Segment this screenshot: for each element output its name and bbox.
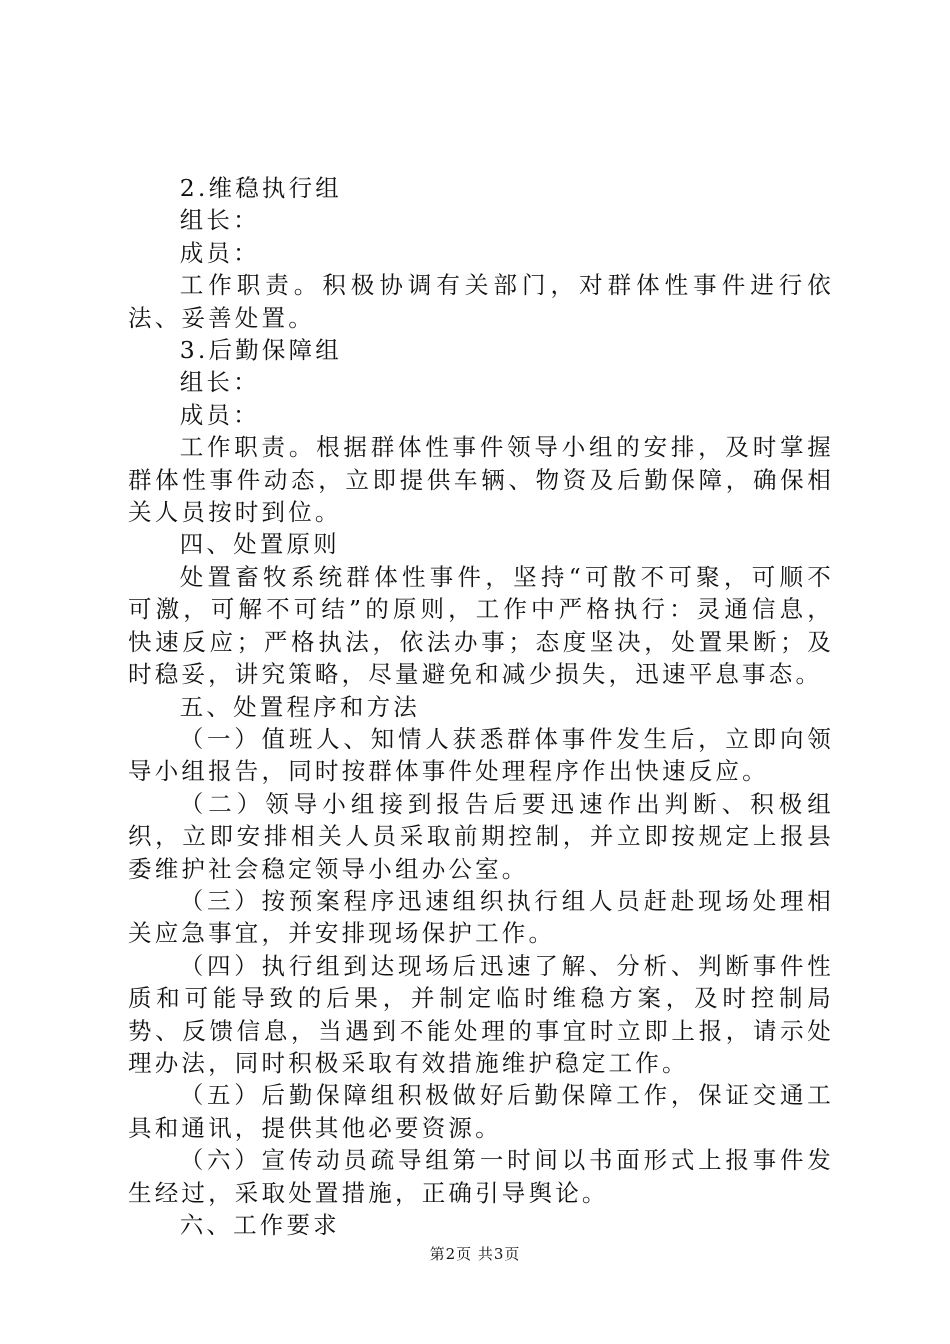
group-members-line: 成员： (179, 238, 260, 267)
procedure-item-2: （二）领导小组接到报告后要迅速作出判断、积极组织，立即安排相关人员采取前期控制，并立即按规定上报县委维护社会稳定领导小组办公室。 (128, 789, 834, 883)
group-leader-line: 组长： (179, 206, 260, 235)
procedure-item-1: （一）值班人、知情人获悉群体事件发生后，立即向领导小组报告，同时按群体事件处理程序作出快速反应。 (128, 724, 834, 786)
group-members-line: 成员： (179, 400, 260, 429)
duty-paragraph: 工作职责。积极协调有关部门，对群体性事件进行依法、妥善处置。 (128, 271, 834, 332)
principles-paragraph: 处置畜牧系统群体性事件，坚持“可散不可聚，可顺不可激，可解不可结”的原则，工作中严格执行：灵通信息，快速反应；严格执法，依法办事；态度坚决，处置果断；及时稳妥，讲究策略，尽量避免和减少损失，迅速平息事态。 (128, 562, 834, 689)
heading-principles: 四、处置原则 (179, 530, 340, 559)
page-footer: 第2页 共3页 (429, 1245, 521, 1263)
heading-stability-group: 2.维稳执行组 (179, 174, 343, 202)
heading-work-requirements: 六、工作要求 (179, 1211, 340, 1239)
procedure-item-5: （五）后勤保障组积极做好后勤保障工作，保证交通工具和通讯，提供其他必要资源。 (128, 1081, 834, 1142)
duty-paragraph: 工作职责。根据群体性事件领导小组的安排，及时掌握群体性事件动态，立即提供车辆、物资及后勤保障，确保相关人员按时到位。 (128, 433, 834, 527)
heading-logistics-group: 3.后勤保障组 (179, 336, 343, 365)
document-body (128, 172, 834, 1241)
group-leader-line: 组长： (179, 368, 260, 397)
procedure-item-4: （四）执行组到达现场后迅速了解、分析、判断事件性质和可能导致的后果，并制定临时维稳方案，及时控制局势、反馈信息，当遇到不能处理的事宜时立即上报，请示处理办法，同时积极采取有效措施维护稳定工作。 (128, 951, 834, 1077)
procedure-item-6: （六）宣传动员疏导组第一时间以书面形式上报事件发生经过，采取处置措施，正确引导舆论。 (128, 1146, 834, 1207)
procedure-item-3: （三）按预案程序迅速组织执行组人员赶赴现场处理相关应急事宜，并安排现场保护工作。 (128, 886, 834, 948)
heading-procedures: 五、处置程序和方法 (179, 692, 420, 721)
